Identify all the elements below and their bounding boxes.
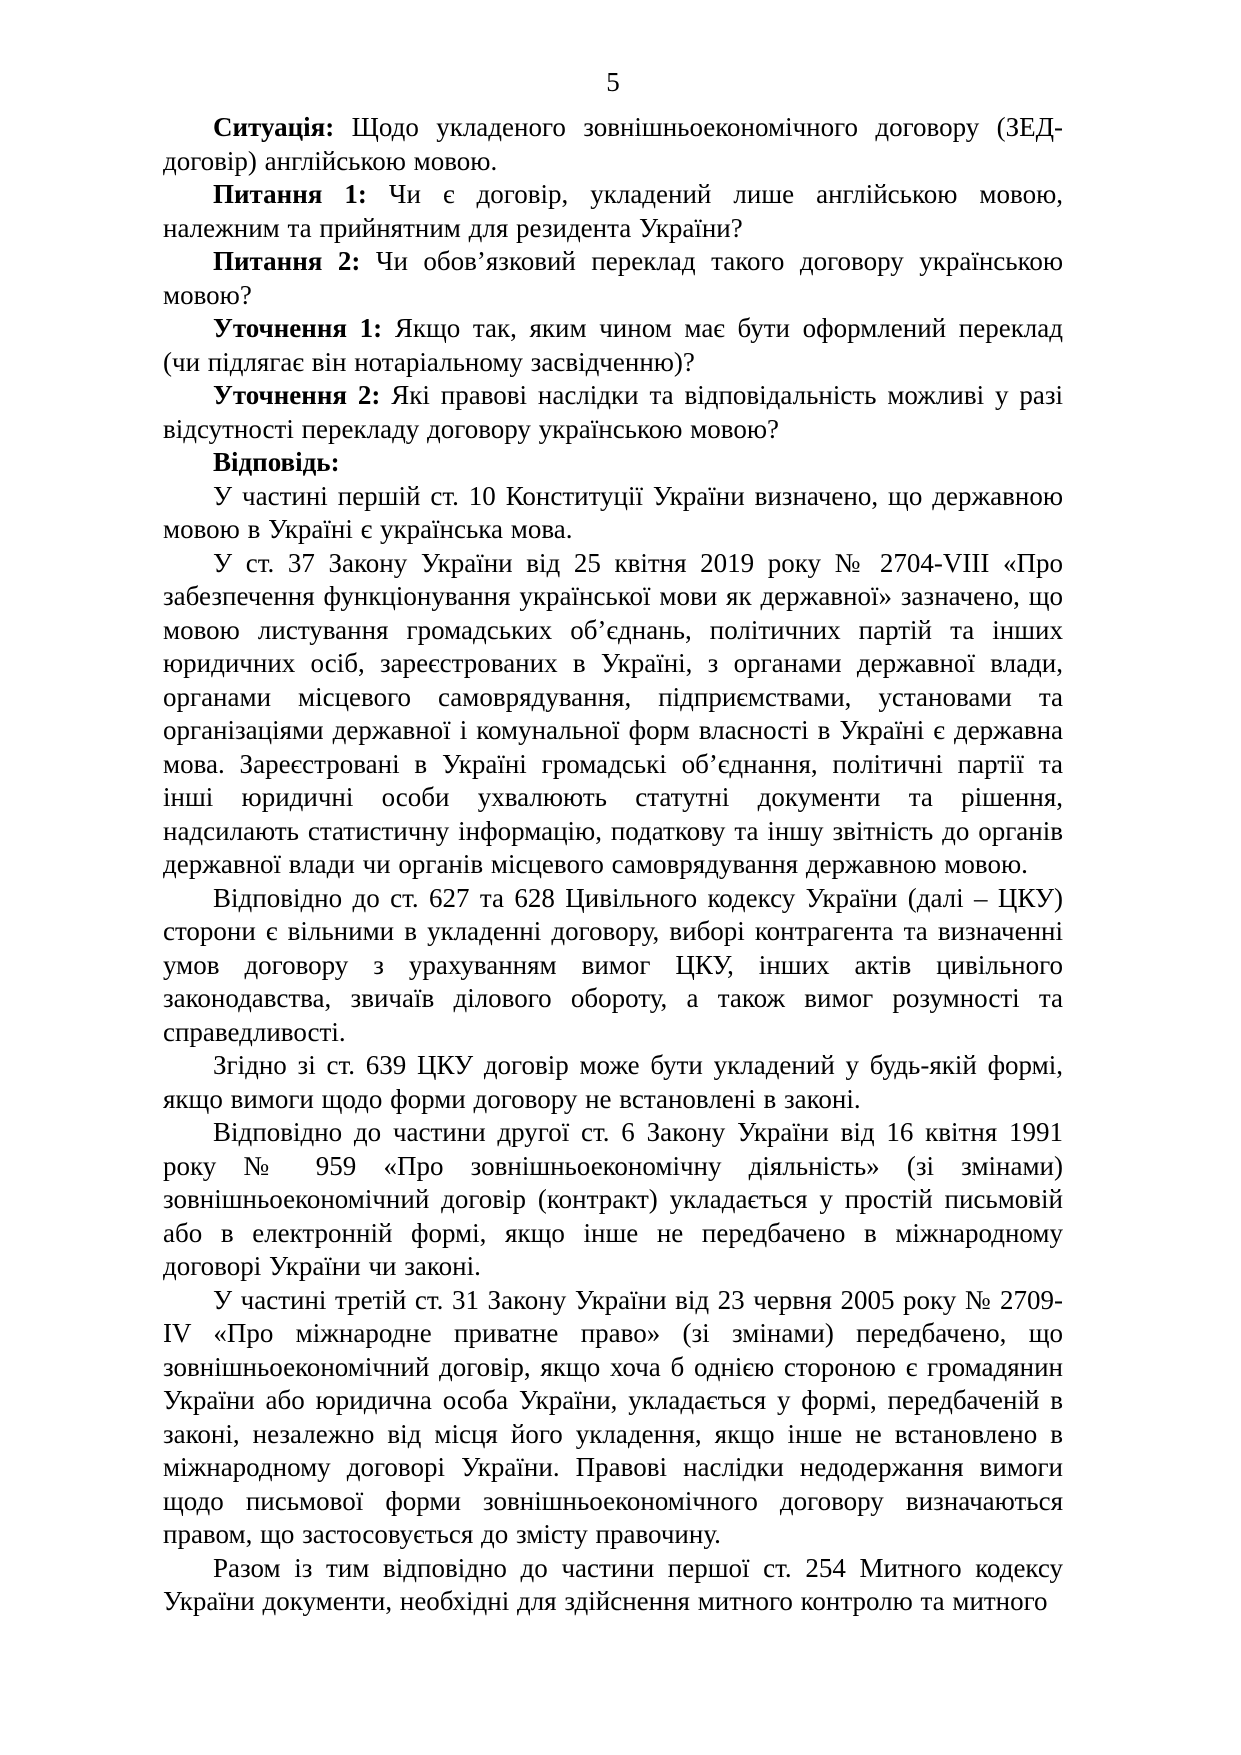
paragraph: [163, 547, 1063, 882]
paragraph-text: Чи є договір, укладений лише англійською мовою, належним та прийнятним для резидента України?: [163, 179, 1063, 243]
paragraph: [163, 882, 1063, 1050]
paragraph-text: У ст. 37 Закону України від 25 квітня 2019 року № 2704-VIII «Про забезпечення функціонування української мови як державної» зазначено, що мовою листування громадських об’єднань, політичних партій та інших юридичних осіб, зареєстрованих в Україні, з органами державної влади, органами місцевого самоврядування, підприємствами, установами та організаціями державної і комунальної форм власності в Україні є державна мова. Зареєстровані в Україні громадські об’єднання, політичні партії та інші юридичні особи ухвалюють статутні документи та рішення, надсилають статистичну інформацію, податкову та іншу звітність до органів державної влади чи органів місцевого самоврядування державною мовою.: [163, 547, 1063, 879]
paragraph-text: У частині третій ст. 31 Закону України від 23 червня 2005 року № 2709-IV «Про міжнародне приватне право» (зі змінами) передбачено, що зовнішньоекономічний договір, якщо хоча б однією стороною є громадянин України або юридична особа України, укладається у формі, передбаченій в законі, незалежно від місця його укладення, якщо інше не встановлено в міжнародному договорі України. Правові наслідки недодержання вимоги щодо письмової форми зовнішньоекономічного договору визначаються правом, що застосовується до змісту правочину.: [163, 1284, 1063, 1549]
document-page: [163, 0, 1063, 1619]
paragraph: [163, 379, 1063, 446]
paragraph-text: Якщо так, яким чином має бути оформлений переклад (чи підлягає він нотаріальному засвідченню)?: [163, 313, 1064, 377]
paragraph: [163, 446, 1063, 480]
paragraph: [163, 1552, 1063, 1619]
paragraph-text: Відповідно до частини другої ст. 6 Закону України від 16 квітня 1991 року № 959 «Про зовнішньоекономічну діяльність» (зі змінами) зовнішньоекономічний договір (контракт) укладається у простій письмовій або в електронній формі, якщо інше не передбачено в міжнародному договорі України чи законі.: [163, 1117, 1063, 1281]
paragraph-lead: Відповідь:: [213, 447, 340, 477]
paragraph: [163, 312, 1063, 379]
paragraph-lead: Питання 2:: [213, 246, 361, 276]
paragraph: [163, 480, 1063, 547]
paragraph-text: У частині першій ст. 10 Конституції України визначено, що державною мовою в Україні є українська мова.: [163, 480, 1063, 544]
paragraph: [163, 178, 1063, 245]
paragraph-text: Згідно зі ст. 639 ЦКУ договір може бути укладений у будь-якій формі, якщо вимоги щодо форми договору не встановлені в законі.: [163, 1050, 1063, 1114]
paragraph-lead: Питання 1:: [213, 179, 367, 209]
paragraph-lead: Уточнення 2:: [213, 380, 381, 410]
paragraph: [163, 1116, 1063, 1284]
paragraph: [163, 245, 1063, 312]
document-body: [163, 111, 1063, 1619]
paragraph: [163, 1049, 1063, 1116]
paragraph: [163, 1284, 1063, 1552]
paragraph-text: Чи обов’язковий переклад такого договору українською мовою?: [163, 246, 1063, 310]
paragraph-text: Відповідно до ст. 627 та 628 Цивільного кодексу України (далі – ЦКУ) сторони є вільними в укладенні договору, виборі контрагента та визначенні умов договору з урахуванням вимог ЦКУ, інших актів цивільного законодавства, звичаїв ділового обороту, а також вимог розумності та справедливості.: [163, 882, 1063, 1047]
paragraph-text: Щодо укладеного зовнішньоекономічного договору (ЗЕД-договір) англійською мовою.: [163, 112, 1063, 176]
paragraph-lead: Ситуація:: [213, 112, 335, 142]
paragraph-text: Які правові наслідки та відповідальність можливі у разі відсутності перекладу договору українською мовою?: [163, 380, 1063, 444]
page-number: 5: [606, 67, 620, 97]
paragraph: [163, 111, 1063, 178]
paragraph-text: Разом із тим відповідно до частини першої ст. 254 Митного кодексу України документи, необхідні для здійснення митного контролю та митного: [163, 1552, 1063, 1616]
paragraph-lead: Уточнення 1:: [213, 313, 383, 343]
